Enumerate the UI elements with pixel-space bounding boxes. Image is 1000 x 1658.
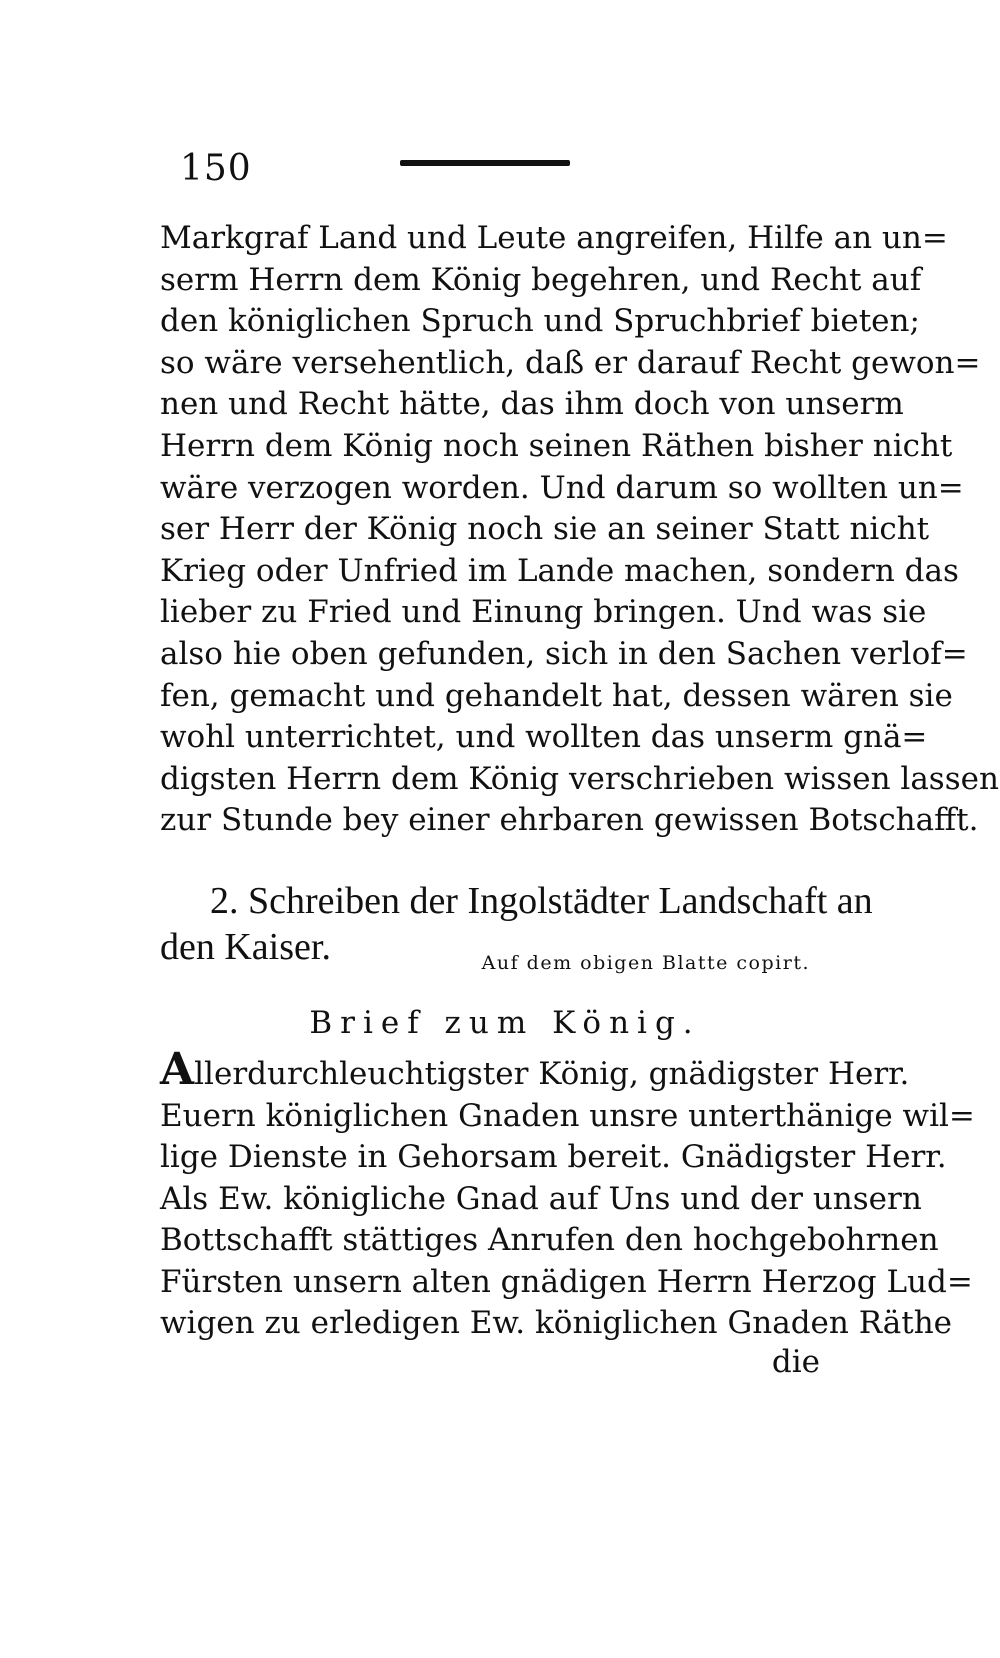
text-line: nen und Recht hätte, das ihm doch von unserm (160, 386, 904, 423)
section-heading-line: den Kaiser. (160, 926, 331, 968)
text-line: so wäre versehentlich, daß er darauf Recht gewon= (160, 344, 981, 381)
catchword: die (771, 1344, 820, 1380)
text-line: Markgraf Land und Leute angreifen, Hilfe an un= (160, 220, 948, 256)
text-line: Als Ew. königliche Gnad auf Uns und der unsern (160, 1180, 922, 1217)
letter-body (160, 1044, 975, 1345)
drop-cap: A (160, 1044, 195, 1095)
text-line: wigen zu erledigen Ew. königlichen Gnaden Räthe (160, 1305, 953, 1341)
first-line-text: llerdurchleuchtigster König, gnädigster Herr. (194, 1056, 910, 1092)
text-line: fen, gemacht und gehandelt hat, dessen wären sie (160, 677, 953, 714)
text-line: Herrn dem König noch seinen Räthen bisher nicht (160, 427, 953, 464)
header-rule (400, 160, 570, 166)
text-line: den königlichen Spruch und Spruchbrief bieten; (160, 303, 920, 340)
text-line: wohl unterrichtet, und wollten das unserm gnä= (160, 719, 928, 756)
text-line: wäre verzogen worden. Und darum so wollten un= (160, 469, 964, 506)
section-heading-line: 2. Schreiben der Ingolstädter Landschaft an (210, 880, 873, 922)
text-line-first (160, 1044, 910, 1096)
text-line: serm Herrn dem König begehren, und Recht auf (160, 261, 922, 298)
text-line: Fürsten unsern alten gnädigen Herrn Herzog Lud= (160, 1263, 973, 1300)
source-note: Auf dem obigen Blatte copirt. (481, 952, 810, 974)
text-line: Euern königlichen Gnaden unsre unterthänige wil= (160, 1097, 975, 1134)
text-line: zur Stunde bey einer ehrbaren gewissen Botschafft. (160, 802, 979, 839)
text-line: ser Herr der König noch sie an seiner Statt nicht (160, 511, 930, 548)
text-line: Bottschafft stättiges Anrufen den hochgebohrnen (160, 1222, 939, 1258)
text-line: Krieg oder Unfried im Lande machen, sondern das (160, 552, 959, 589)
page-number: 150 (180, 148, 252, 189)
text-line: lieber zu Fried und Einung bringen. Und was sie (160, 594, 927, 631)
text-line: digsten Herrn dem König verschrieben wissen lassen (160, 760, 999, 797)
text-line: lige Dienste in Gehorsam bereit. Gnädigster Herr. (160, 1139, 947, 1175)
letter-title: Brief zum König. (309, 1005, 701, 1041)
text-line: also hie oben gefunden, sich in den Sachen verlof= (160, 635, 968, 672)
paragraph-continued (160, 218, 999, 842)
